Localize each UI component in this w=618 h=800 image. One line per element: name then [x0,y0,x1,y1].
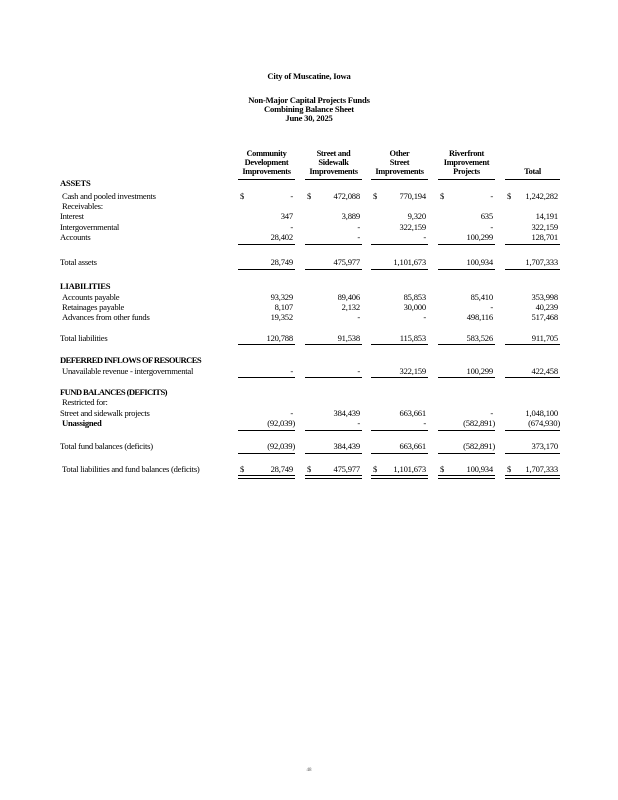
cell-value: - [490,302,493,312]
total-rule [371,453,428,454]
column-header-line: Street [389,158,410,168]
cell-value: 322,159 [531,222,558,232]
cell-value: - [423,312,426,322]
cell-value: 89,406 [337,292,360,302]
cell-value: 373,170 [531,441,558,451]
row-label: Intergovernmental [60,222,120,232]
cell-value: 100,934 [466,464,493,474]
dollar-sign: $ [240,191,245,201]
table-row-restricted-for [0,397,618,407]
cell-value: 472,088 [333,191,360,201]
column-header-line: Riverfront [449,149,484,158]
cell-value: 9,320 [407,211,426,221]
cell-value: 911,705 [531,333,558,343]
total-rule [371,269,428,270]
cell-value: 14,191 [535,211,558,221]
row-label: Total liabilities [60,333,108,343]
cell-value: - [490,408,493,418]
section-liabilities [0,281,618,291]
section-deferred-inflows [0,355,618,365]
cell-value: - [357,418,360,428]
column-header-street-sidewalk [305,149,362,177]
dollar-sign: $ [307,464,312,474]
table-row-interest [0,211,618,221]
row-label: Total assets [60,257,97,267]
cell-value: 30,000 [403,302,426,312]
total-rule [438,344,495,345]
cell-value: - [357,366,360,376]
double-underline [238,475,295,479]
cell-value: (92,039) [267,418,295,428]
cell-value: 347 [280,211,293,221]
double-underline [505,475,560,479]
cell-value: (92,039) [267,441,295,451]
dollar-sign: $ [440,464,445,474]
section-label: FUND BALANCES (DEFICITS) [60,387,167,397]
cell-value: 353,998 [531,292,558,302]
dollar-sign: $ [307,191,312,201]
total-rule [505,453,560,454]
cell-value: 770,194 [399,191,426,201]
cell-value: (582,891) [463,441,495,451]
total-rule [438,269,495,270]
subtotal-rule [305,430,362,431]
total-rule [305,453,362,454]
column-header-line: Improvements [242,167,291,177]
cell-value: - [290,191,293,201]
entity-title: City of Muscatine, Iowa [267,71,351,81]
column-header-other-street [371,149,428,177]
total-rule [238,269,295,270]
row-label: Accounts payable [62,292,120,302]
cell-value: - [423,418,426,428]
cell-value: 1,101,673 [393,464,426,474]
subtotal-rule [305,244,362,245]
row-label: Total fund balances (deficits) [60,441,153,451]
cell-value: 475,977 [333,464,360,474]
cell-value: - [290,366,293,376]
subtotal-rule [505,430,560,431]
table-row-accounts [0,232,618,242]
column-header-line: Community [246,149,287,158]
column-header-community-development [238,149,295,177]
total-rule [238,344,295,345]
table-row-street-sidewalk-projects [0,408,618,418]
column-header-line: Development [244,158,289,168]
row-label: Unassigned [62,418,102,428]
cell-value: 663,661 [399,408,426,418]
cell-value: 1,101,673 [393,257,426,267]
row-label: Street and sidewalk projects [60,408,150,418]
fund-group-title: Non-Major Capital Projects Funds [248,95,370,105]
cell-value: 100,299 [466,366,493,376]
table-row-intergovernmental [0,222,618,232]
cell-value: 2,132 [341,302,360,312]
cell-value: - [490,222,493,232]
total-rule [438,377,495,378]
dollar-sign: $ [373,191,378,201]
cell-value: 422,458 [531,366,558,376]
column-header-line: Improvements [309,167,358,177]
subtotal-rule [438,430,495,431]
table-row-cash [0,191,618,201]
cell-value: 100,934 [466,257,493,267]
subtotal-rule [505,244,560,245]
cell-value: 635 [480,211,493,221]
total-rule [438,453,495,454]
cell-value: 100,299 [466,232,493,242]
total-rule [371,344,428,345]
double-underline [371,475,428,479]
total-rule [305,269,362,270]
column-header-line: Sidewalk [318,158,349,168]
cell-value: 120,788 [266,333,293,343]
table-row-retainages-payable [0,302,618,312]
statement-title: Combining Balance Sheet [264,104,354,114]
cell-value: 28,749 [270,464,293,474]
cell-value: - [423,232,426,242]
row-label: Unavailable revenue - intergovernmental [62,366,194,376]
total-rule [238,453,295,454]
dollar-sign: $ [507,191,512,201]
row-label: Total liabilities and fund balances (deficits) [62,464,200,474]
cell-value: 322,159 [399,366,426,376]
table-row-unavailable-revenue [0,366,618,376]
cell-value: 93,329 [270,292,293,302]
cell-value: 322,159 [399,222,426,232]
row-label: Advances from other funds [62,312,150,322]
cell-value: 663,661 [399,441,426,451]
cell-value: - [357,222,360,232]
table-row-unassigned [0,418,618,428]
cell-value: 1,707,333 [525,257,558,267]
row-label: Interest [60,211,84,221]
row-label: Receivables: [62,201,103,211]
cell-value: 3,889 [341,211,360,221]
dollar-sign: $ [507,464,512,474]
total-rule [305,377,362,378]
total-rule [505,344,560,345]
cell-value: 19,352 [270,312,293,322]
table-row-total-liabilities [0,333,618,343]
subtotal-rule [438,244,495,245]
column-header-line: Other [389,149,410,158]
table-row-total-assets [0,257,618,267]
section-assets [0,178,618,188]
cell-value: 28,402 [270,232,293,242]
cell-value: 115,853 [399,333,426,343]
cell-value: (582,891) [463,418,495,428]
subtotal-rule [238,430,295,431]
cell-value: 1,242,282 [525,191,558,201]
cell-value: - [290,408,293,418]
row-label: Restricted for: [62,397,108,407]
column-header-line: Projects [453,167,480,177]
column-header-line: Total [524,167,541,177]
cell-value: 475,977 [333,257,360,267]
cell-value: 1,048,100 [525,408,558,418]
cell-value: 8,107 [274,302,293,312]
dollar-sign: $ [240,464,245,474]
dollar-sign: $ [373,464,378,474]
total-rule [505,269,560,270]
cell-value: 498,116 [466,312,493,322]
cell-value: 40,239 [535,302,558,312]
cell-value: (674,930) [528,418,560,428]
section-label: ASSETS [60,178,91,188]
column-header-riverfront [438,149,495,177]
subtotal-rule [238,244,295,245]
cell-value: 128,701 [531,232,558,242]
total-rule [238,377,295,378]
total-rule [305,344,362,345]
table-row-accounts-payable [0,292,618,302]
section-fund-balances [0,387,618,397]
total-rule [371,377,428,378]
cell-value: 384,439 [333,441,360,451]
cell-value: 517,468 [531,312,558,322]
cell-value: - [357,232,360,242]
column-header-line: Improvement [443,158,490,168]
double-underline [305,475,362,479]
cell-value: - [490,191,493,201]
table-row-total-fund-balances [0,441,618,451]
section-label: LIABILITIES [60,281,111,291]
cell-value: 91,538 [337,333,360,343]
row-label: Accounts [60,232,91,242]
double-underline [438,475,495,479]
column-header-total [505,149,560,177]
table-row-total-liabilities-fund-balances [0,464,618,474]
subtotal-rule [371,430,428,431]
row-label: Retainages payable [62,302,125,312]
section-label: DEFERRED INFLOWS OF RESOURCES [60,355,202,365]
cell-value: 85,410 [470,292,493,302]
cell-value: 1,707,333 [525,464,558,474]
column-header-line: Improvements [375,167,424,177]
statement-date: June 30, 2025 [285,113,333,123]
table-row-advances [0,312,618,322]
total-rule [505,377,560,378]
cell-value: 28,749 [270,257,293,267]
cell-value: 85,853 [403,292,426,302]
table-row-receivables [0,201,618,211]
cell-value: 384,439 [333,408,360,418]
cell-value: - [357,312,360,322]
subtotal-rule [371,244,428,245]
cell-value: 583,526 [466,333,493,343]
column-header-line [505,158,560,167]
row-label: Cash and pooled investments [62,191,156,201]
column-header-line: Street and [316,149,351,158]
column-header-line [505,149,560,158]
dollar-sign: $ [440,191,445,201]
page-number: 48 [306,768,312,773]
cell-value: - [290,222,293,232]
